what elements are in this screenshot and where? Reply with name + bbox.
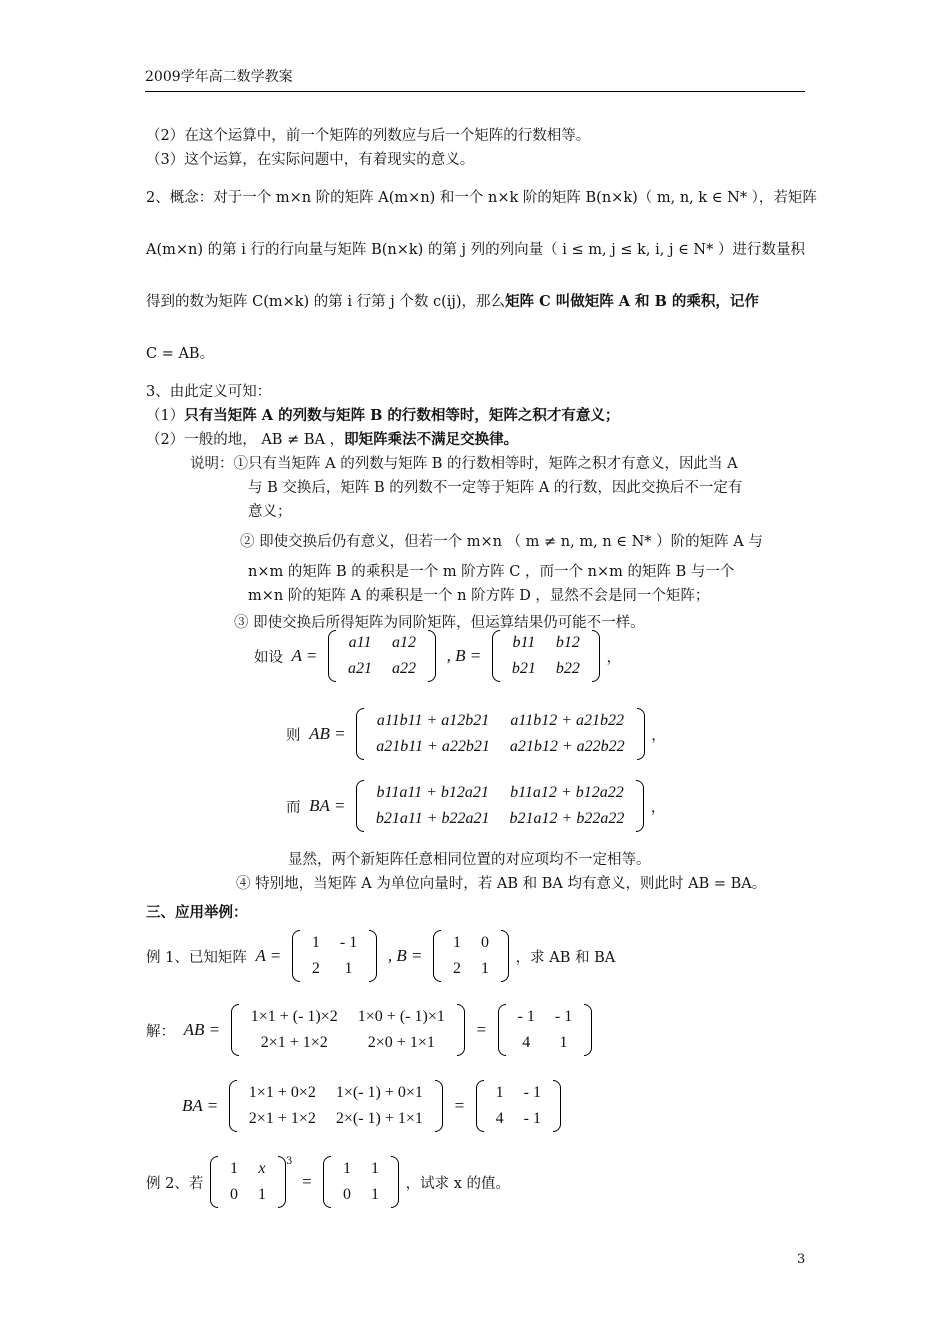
matrix-cell: a11 [348,634,372,651]
ex1-matrix-a [292,930,377,982]
setup-equation [254,630,621,682]
matrix-cell: b21a11 + b22a21 [375,810,490,827]
ba-equation [286,780,665,832]
matrix-cell: 2 [453,960,462,977]
explain-line-1: 说明：①只有当矩阵 A 的列数与矩阵 B 的行数相等时，矩阵之积才有意义，因此当 A [190,456,738,472]
matrix-cell: 4 [495,1110,504,1127]
matrix-cell: b11a12 + b12a22 [510,784,624,801]
sol-result-ab [498,1004,593,1056]
matrix-cell: - 1 [339,934,358,951]
example-2 [146,1156,510,1208]
ab-tail: ， [651,727,666,744]
explain-line-2: 与 B 交换后，矩阵 B 的列数不一定等于矩阵 A 的行数，因此交换后不一定有 [248,480,743,496]
ex1-tail: ，求 AB 和 BA [515,949,616,966]
matrix-cell: a11b12 + a21b22 [510,712,625,729]
matrix-cell: 1 [559,1034,568,1051]
document-body [146,124,817,638]
matrix-cell: - 1 [554,1008,573,1025]
section-heading: 三、应用举例： [146,904,248,921]
matrix-cell: b11 [512,634,536,651]
ba-prefix: 而 [286,799,301,816]
ex1-matrix-b [433,930,509,982]
ex1-sep: , B = [387,946,423,965]
page-header: 2009学年高二数学教案 [145,66,805,92]
ex2-tail: ，试求 x 的值。 [405,1175,511,1192]
explain-line-4: ② 即使交换后仍有意义，但若一个 m×n （ m ≠ n, m, n ∈ N* ）阶的矩阵 A 与 [240,534,763,550]
matrix-cell: 1 [344,960,353,977]
matrix-cell: b11a11 + b12a21 [376,784,489,801]
sol-matrix-ab [231,1004,465,1056]
matrix-cell: 2 [311,960,320,977]
concept-definition-bold: 矩阵 C 叫做矩阵 A 和 B 的乘积，记作 [505,293,759,310]
concept-line-3-text: 得到的数为矩阵 C(m×k) 的第 i 行第 j 个数 c(ij)，那么 [146,294,506,310]
example-1 [146,930,615,982]
matrix-cell: a21 [348,660,373,677]
matrix-cell: b22 [555,660,580,677]
matrix-cell: 1 [495,1084,504,1101]
ex2-eq: = [300,1172,313,1191]
matrix-cell: 2×0 + 1×1 [367,1034,435,1051]
matrix-cell: 2×1 + 1×2 [260,1034,328,1051]
prop-1 [146,404,806,428]
matrix-cell: 1×1 + 0×2 [248,1084,316,1101]
ex1-lhs-a: A = [255,946,282,965]
matrix-cell: a21b12 + a22b22 [509,738,625,755]
ba-tail: ， [650,799,666,816]
matrix-ab [356,708,644,760]
matrix-cell: 1×(- 1) + 0×1 [335,1084,423,1101]
prop-1-number: （1） [146,408,185,424]
concept-line-1: 2、概念：对于一个 m×n 阶的矩阵 A(m×n) 和一个 n×k 阶的矩阵 B(n×k)（ m, n, k ∈ N* ），若矩阵 [146,190,817,206]
setup-lhs-a: A = [291,646,318,665]
matrix-cell: 1 [371,1186,380,1203]
explain-line-6: m×n 阶的矩阵 A 的乘积是一个 n 阶方阵 D ，显然不会是同一个矩阵； [248,588,710,604]
matrix-cell: 1 [453,934,462,951]
sol-lhs-ba: BA = [182,1096,219,1115]
text-line: （2）在这个运算中，前一个矩阵的列数应与后一个矩阵的行数相等。 [146,128,591,144]
text-line: （3）这个运算，在实际问题中，有着现实的意义。 [146,152,475,168]
ex2-matrix-right [323,1156,399,1208]
matrix-cell: a22 [392,660,417,677]
matrix-cell: 0 [343,1186,352,1203]
matrix-cell: - 1 [523,1084,541,1101]
ex1-prefix: 例 1、已知矩阵 [146,949,247,966]
page-number: 3 [797,1252,806,1267]
matrix-cell: 1 [371,1160,380,1177]
explain-line-5: n×m 的矩阵 B 的乘积是一个 m 阶方阵 C ，而一个 n×m 的矩阵 B 与一个 [248,564,735,580]
matrix-cell: b21 [511,660,536,677]
explain-line-8: 显然，两个新矩阵任意相同位置的对应项均不一定相等。 [288,852,651,868]
matrix-cell: x [258,1160,266,1177]
setup-sep: , B = [446,646,482,665]
sol-eq-2: = [453,1096,466,1115]
matrix-ba [356,780,644,832]
matrix-cell: a21b11 + a22b21 [376,738,490,755]
setup-prefix: 如设 [254,649,283,666]
matrix-cell: 1×1 + (- 1)×2 [250,1008,338,1025]
solution-ba [178,1080,563,1132]
explain-line-7: ③ 即使交换后所得矩阵为同阶矩阵，但运算结果仍可能不一样。 [234,615,645,631]
explain-line-3: 意义； [248,504,292,520]
solution-ab [146,1004,594,1056]
matrix-cell: b21a12 + b22a22 [509,810,625,827]
sol-matrix-ba [229,1080,443,1132]
ab-prefix: 则 [286,727,301,744]
sol-lhs-ab: AB = [183,1020,221,1039]
matrix-cell: 1 [311,934,320,951]
matrix-cell: a12 [392,634,417,651]
prop-2-bold: 即矩阵乘法不满足交换律。 [344,431,519,448]
matrix-cell: - 1 [523,1110,541,1127]
matrix-cell: 4 [522,1034,531,1051]
ab-equation [286,708,666,760]
matrix-cell: 2×(- 1) + 1×1 [335,1110,423,1127]
matrix-cell: 1 [343,1160,352,1177]
concept-line-2: A(m×n) 的第 i 行的行向量与矩阵 B(n×k) 的第 j 列的列向量（ i ≤ m, j ≤ k, i, j ∈ N* ）进行数量积 [146,242,805,258]
matrix-cell: 1 [229,1160,238,1177]
prop-2 [146,428,806,452]
ex2-matrix-left [210,1156,286,1208]
matrix-cell: 0 [229,1186,238,1203]
concept-line-4: C = AB。 [146,346,215,362]
concept-line-3 [146,276,806,328]
matrix-cell: - 1 [517,1008,535,1025]
matrix-cell: b12 [555,634,580,651]
prop-1-text: 只有当矩阵 A 的列数与矩阵 B 的行数相等时，矩阵之积才有意义； [184,407,620,424]
matrix-a [328,630,436,682]
matrix-cell: 0 [481,934,490,951]
matrix-cell: 2×1 + 1×2 [248,1110,316,1127]
ex2-prefix: 例 2、若 [146,1175,204,1192]
ab-lhs: AB = [309,724,346,743]
matrix-cell: 1×0 + (- 1)×1 [357,1008,445,1025]
prop-2-text: （2）一般的地， AB ≠ BA ， [146,432,345,448]
props-title: 3、由此定义可知： [146,384,272,400]
matrix-cell: 1 [481,960,490,977]
sol-result-ba [476,1080,561,1132]
sol-eq: = [475,1020,487,1039]
matrix-cell: a11b11 + a12b21 [376,712,490,729]
sol-prefix: 解： [146,1023,175,1040]
ex2-power: 3 [285,1156,293,1167]
ba-lhs: BA = [309,796,346,815]
explain-line-9: ④ 特别地，当矩阵 A 为单位向量时，若 AB 和 BA 均有意义，则此时 AB = BA。 [236,876,767,892]
matrix-cell: 1 [257,1186,266,1203]
setup-tail: ， [606,649,621,666]
matrix-b [492,630,600,682]
